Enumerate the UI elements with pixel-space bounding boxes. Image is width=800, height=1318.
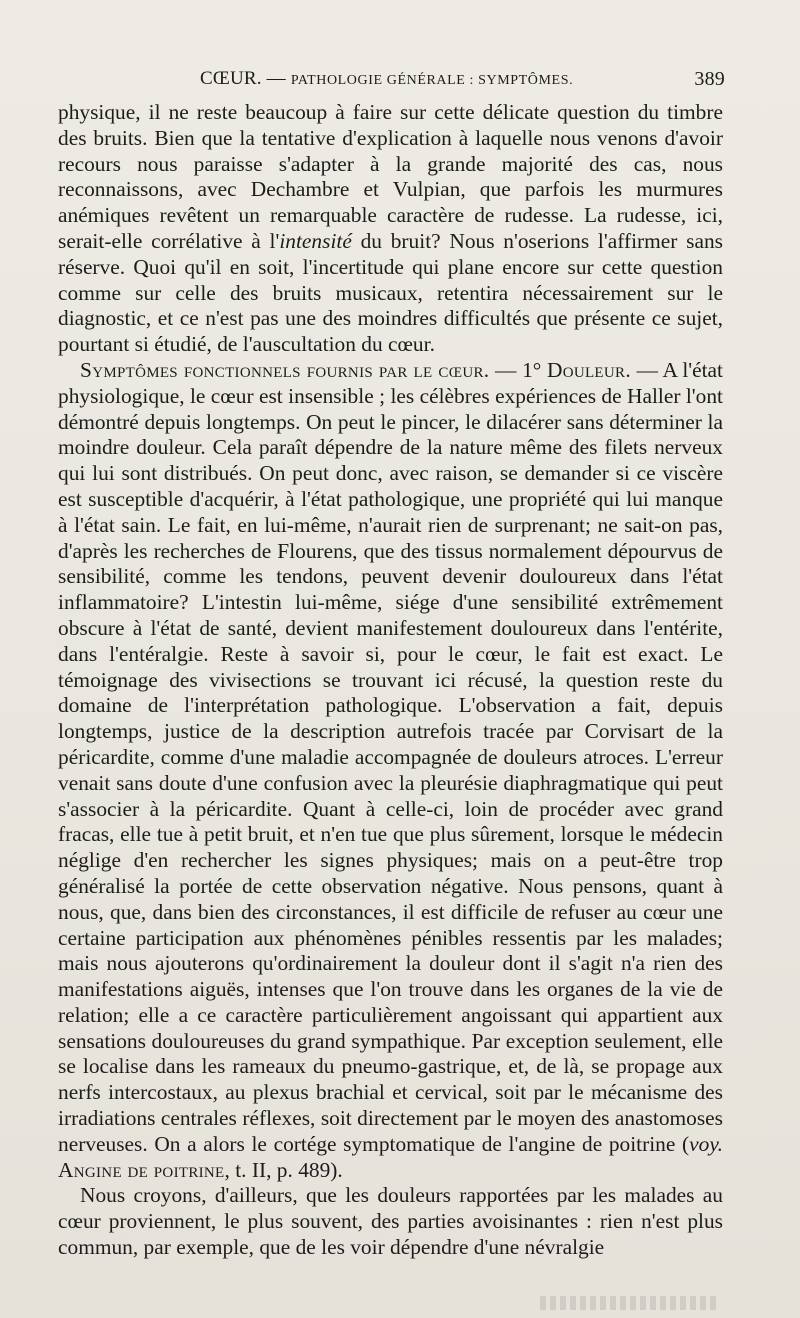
cross-reference-angine: Angine de poitrine — [58, 1157, 225, 1182]
running-title-main: CŒUR. — [200, 68, 262, 89]
running-header — [60, 68, 725, 98]
running-title-dash: — — [266, 68, 286, 89]
paragraph-2-text: — A l'état physiologique, le cœur est insensible ; les célèbres expériences de Haller l'ont démontré depuis longtemps. On peut le pincer, le dilacérer sans déterminer la moindre douleur. Cela paraît dépendre de la nature même des filets nerveux qui lui sont distribués. On peut donc, avec raison, se demander si ce viscère est susceptible d'acquérir, à l'état pathologique, une propriété qui lui manque à l'état sain. Le fait, en lui-même, n'aurait rien de surprenant; ne sait-on pas, d'après les recherches de Flourens, que des tissus normalement dépourvus de sensibilité, comme les tendons, peuvent devenir douloureux dans l'état inflammatoire? L'intestin lui-même, siége d'une sensibilité extrêmement obscure à l'état de santé, devient manifestement douloureux dans l'entérite, dans l'entéralgie. Reste à savoir si, pour le cœur, le fait est exact. Le témoignage des vivisections se trouvant ici récusé, la question reste du domaine de l'interprétation pathologique. L'observation a fait, depuis longtemps, justice de la description autrefois tracée par Corvisart de la péricardite, comme d'une maladie accompagnée de douleurs atroces. L'erreur venait sans doute d'une confusion avec la pleurésie diaphragmatique qui peut s'associer à la péricardite. Quant à celle-ci, loin de procéder avec grand fracas, elle tue à petit bruit, et n'en tue que plus sûrement, lorsque le médecin néglige d'en rechercher les signes physiques; mais on a peut-être trop généralisé la portée de cette observation négative. Nous pensons, quant à nous, que, dans bien des circonstances, il est difficile de refuser au cœur une certaine participation aux phénomènes pénibles ressentis par les malades; mais nous ajouterons qu'ordinairement la douleur dont il s'agit n'a rien des manifestations aiguës, intenses que l'on trouve dans les organes de la vie de relation; elle a ce caractère particulièrement angoissant qui appartient aux sensations douloureuses du grand sympathique. Par exception seulement, elle se localise dans les rameaux du pneumo-gastrique, et, de là, se propage aux nerfs intercostaux, au plexus brachial et cervical, soit par le mécanisme des irradiations centrales réflexes, soit directement par le moyen des anastomoses nerveuses. On a alors le cortége symptomatique de l'angine de poitrine ( — [58, 357, 723, 1156]
paragraph-1 — [58, 100, 723, 358]
voy-abbreviation: voy. — [689, 1131, 723, 1156]
section-separator: — 1° — [489, 357, 547, 382]
cross-reference-locator: , t. II, p. 489). — [224, 1157, 343, 1182]
page-number: 389 — [694, 68, 725, 90]
running-title — [200, 68, 573, 90]
paragraph-3 — [58, 1183, 723, 1260]
paragraph-2 — [58, 358, 723, 1184]
subsection-heading-douleur: Douleur. — [546, 357, 631, 382]
section-heading: Symptômes fonctionnels fournis par le cœur. — [80, 357, 490, 382]
paragraph-1-text: physique, il ne reste beaucoup à faire sur cette délicate question du timbre des bruits. Bien que la tentative d'explication à laquelle nous venons d'avoir recours nous paraisse s'adapter à la grande majorité des cas, nous reconnaissons, avec Dechambre et Vulpian, que parfois les murmures anémiques revêtent un remarquable caractère de rudesse. La rudesse, ici, serait-elle corrélative à l' — [58, 100, 723, 253]
italic-word-intensite: intensité — [279, 228, 352, 253]
paragraph-1-text-end: du bruit? Nous n'oserions l'affirmer sans réserve. Quoi qu'il en soit, l'incertitude qui plane encore sur cette question comme sur celle des bruits musicaux, retentira nécessairement sur le diagnostic, et ce n'est pas une des moindres difficultés que présente ce sujet, pourtant si étudié, de l'auscultation du cœur. — [58, 228, 723, 357]
running-title-subject: PATHOLOGIE GÉNÉRALE : SYMPTÔMES. — [290, 73, 574, 88]
page-body — [58, 100, 723, 1261]
show-through-shadow — [540, 1296, 720, 1310]
paragraph-3-text: Nous croyons, d'ailleurs, que les douleurs rapportées par les malades au cœur proviennent, le plus souvent, des parties avoisinantes : rien n'est plus commun, par exemple, que de les voir dépendre d'une névralgie — [58, 1183, 723, 1260]
